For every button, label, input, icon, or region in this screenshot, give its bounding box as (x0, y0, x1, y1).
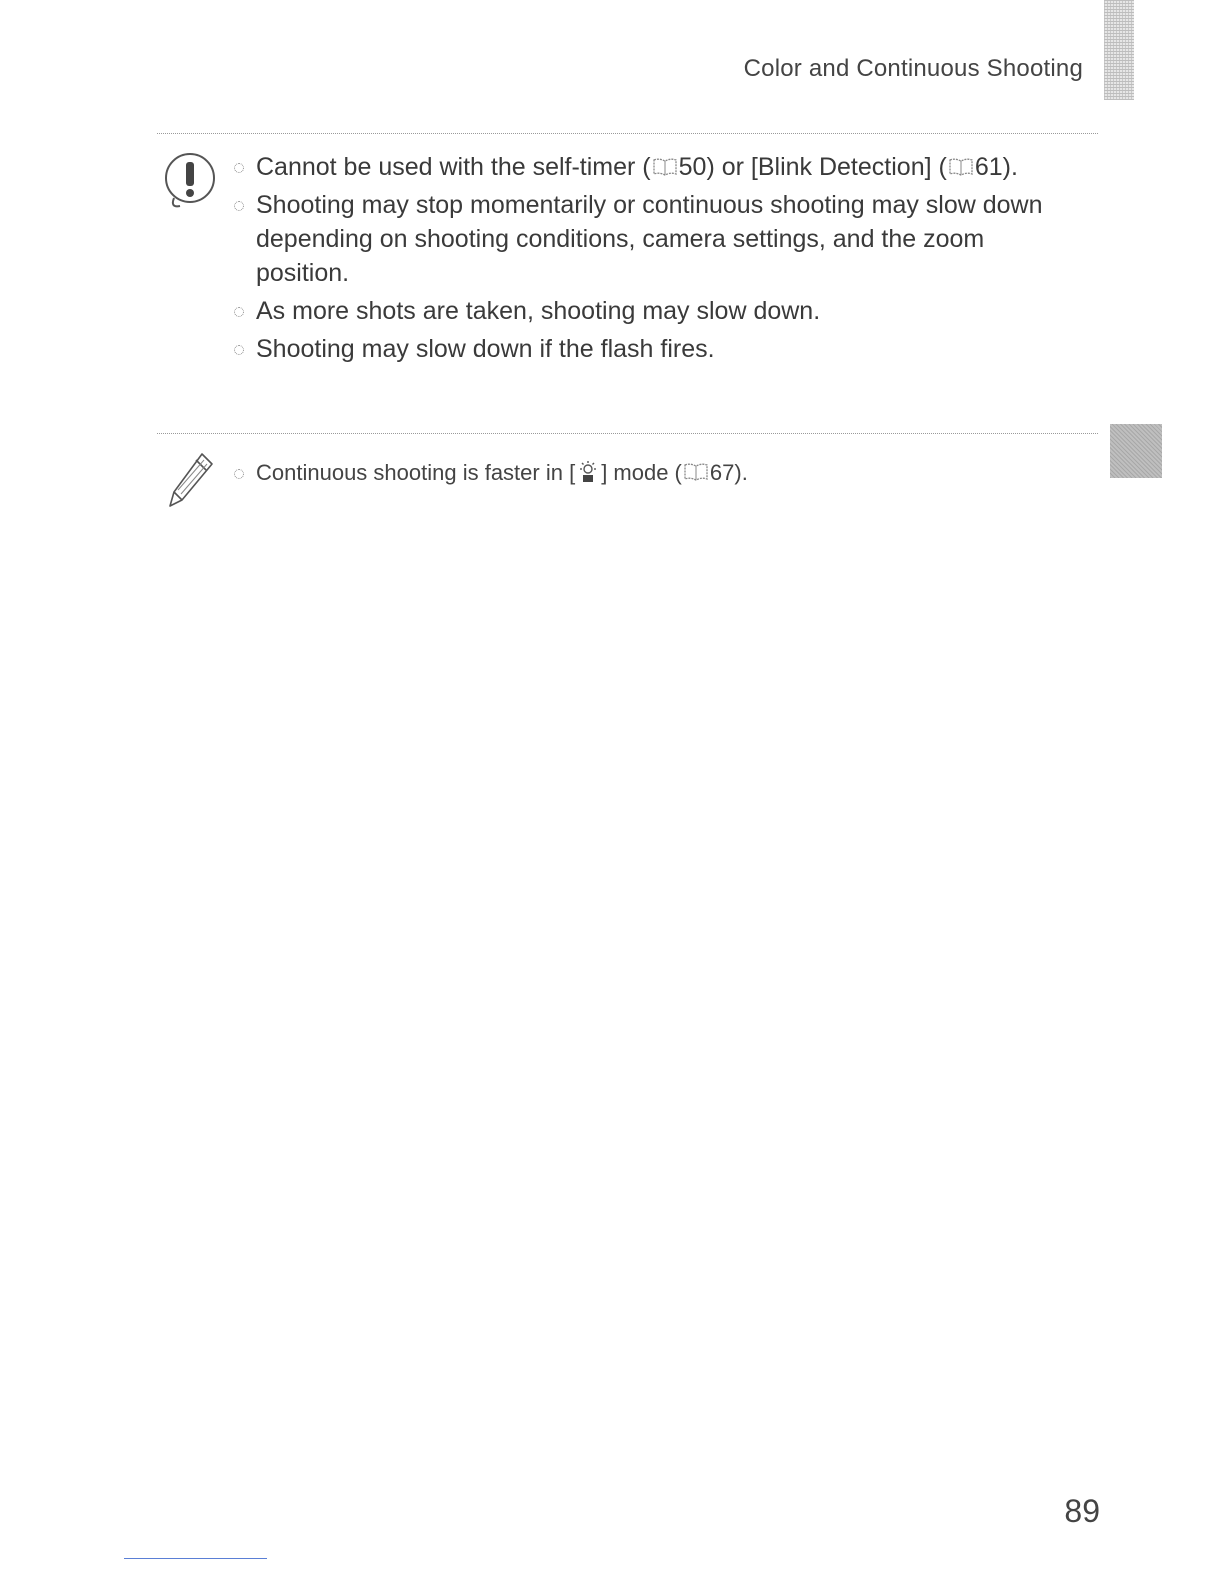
bullet-icon (234, 307, 244, 317)
section-title: Color and Continuous Shooting (743, 55, 1083, 82)
chapter-side-tab (1110, 424, 1162, 478)
list-item: Continuous shooting is faster in [ ] mode ( 67). (232, 457, 1072, 489)
book-reference-icon (683, 462, 709, 482)
middle-divider (157, 433, 1098, 434)
page-reference[interactable]: 50 (678, 153, 707, 181)
chapter-tab-marker (1104, 0, 1134, 100)
tip-list (232, 457, 1072, 489)
list-item: Shooting may stop momentarily or continuous shooting may slow down depending on shooting conditions, camera settings, and the zoom position. (232, 188, 1072, 290)
bullet-icon (234, 469, 244, 479)
book-reference-icon (652, 157, 678, 177)
footer-link-underline (124, 1558, 267, 1559)
pencil-icon (166, 450, 216, 508)
list-item: As more shots are taken, shooting may slow down. (232, 294, 1072, 328)
list-item: Cannot be used with the self-timer ( 50) or [Blink Detection] ( 61). (232, 150, 1072, 184)
top-divider (157, 133, 1098, 134)
page-number: 89 (1064, 1493, 1100, 1529)
page-reference[interactable]: 61 (974, 153, 1003, 181)
bullet-icon (234, 345, 244, 355)
caution-list (232, 150, 1072, 370)
caution-icon (160, 148, 220, 212)
book-reference-icon (948, 157, 974, 177)
bullet-icon (234, 163, 244, 173)
page-reference[interactable]: 67 (709, 460, 735, 485)
list-item: Shooting may slow down if the flash fires. (232, 332, 1072, 366)
bullet-icon (234, 201, 244, 211)
high-speed-burst-mode-icon (577, 460, 599, 484)
